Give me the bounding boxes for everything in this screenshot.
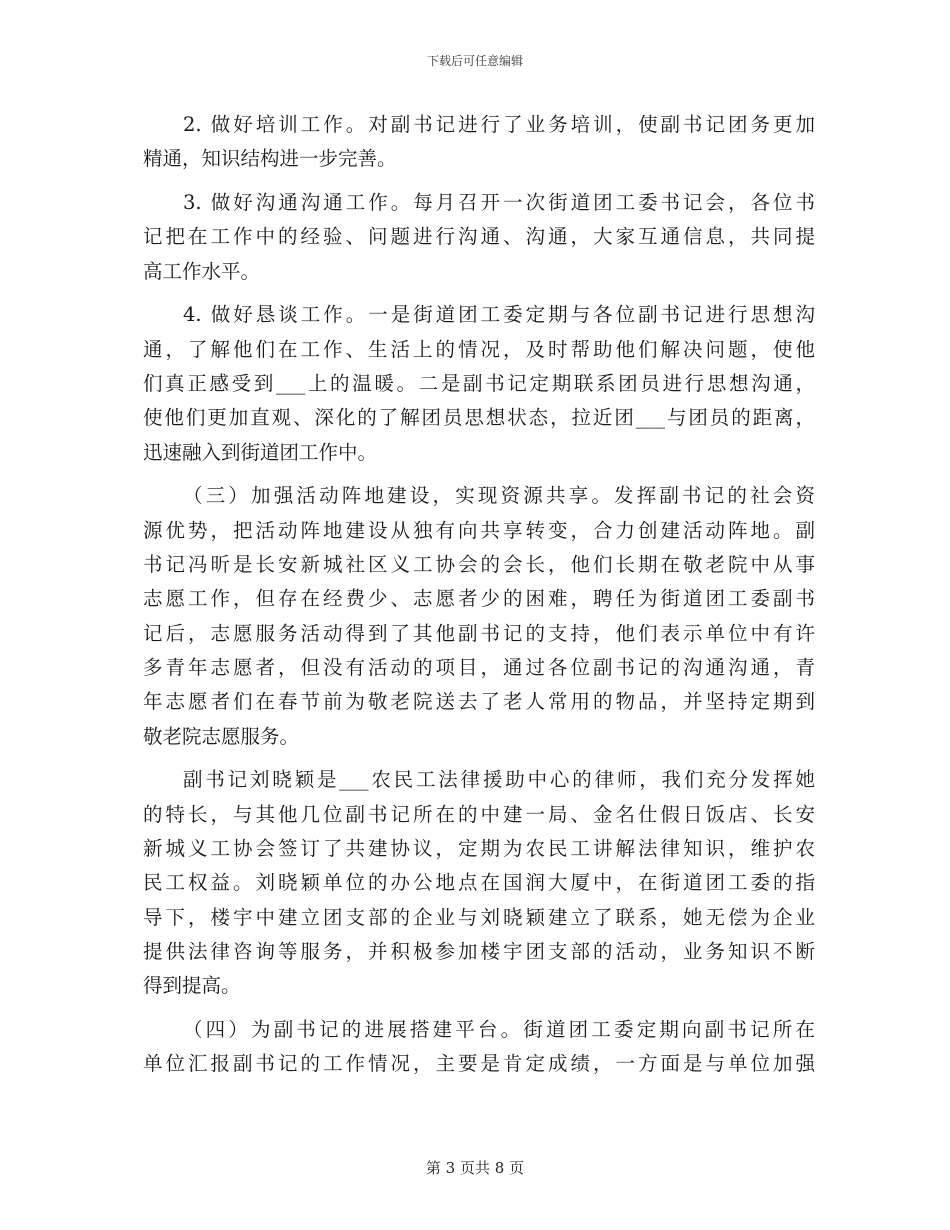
text-line: 志愿工作，但存在经费少、志愿者少的困难，聘任为街道团工委副书 [143, 587, 815, 611]
text-line: 单位汇报副书记的工作情况，主要是肯定成绩，一方面是与单位加强 [143, 1052, 815, 1076]
text-line: 3. 做好沟通沟通工作。每月召开一次街道团工委书记会，各位书 [183, 191, 815, 215]
text-line: 们真正感受到___上的温暖。二是副书记定期联系团员进行思想沟通， [143, 372, 815, 396]
text-line: （四）为副书记的进展搭建平台。街道团工委定期向副书记所在 [183, 1017, 815, 1041]
text-line: 记后，志愿服务活动得到了其他副书记的支持，他们表示单位中有许 [143, 621, 815, 645]
text-line: 迅速融入到街道团工作中。 [143, 440, 378, 464]
paragraph [143, 186, 815, 289]
text-line: 精通，知识结构进一步完善。 [143, 147, 397, 171]
text-line: （三）加强活动阵地建设，实现资源共享。发挥副书记的社会资 [183, 484, 815, 508]
text-line: 得到提高。 [143, 974, 241, 998]
text-line: 4. 做好恳谈工作。一是街道团工委定期与各位副书记进行思想沟 [183, 303, 815, 327]
text-line: 民工权益。刘晓颖单位的办公地点在国润大厦中，在街道团工委的指 [143, 871, 815, 895]
text-line: 敬老院志愿服务。 [143, 724, 300, 748]
text-line: 通，了解他们在工作、生活上的情况，及时帮助他们解决问题，使他 [143, 337, 815, 361]
text-line: 记把在工作中的经验、问题进行沟通、沟通，大家互通信息，共同提 [143, 225, 815, 249]
page-footer: 第 3 页共 8 页 [425, 1159, 525, 1177]
document-body [143, 108, 815, 1082]
text-line: 2. 做好培训工作。对副书记进行了业务培训，使副书记团务更加 [183, 113, 815, 136]
paragraph [143, 298, 815, 469]
text-line: 源优势，把活动阵地建设从独有向共享转变，合力创建活动阵地。副 [143, 518, 815, 542]
paragraph [143, 108, 815, 177]
text-line: 书记冯昕是长安新城社区义工协会的会长，他们长期在敬老院中从事 [143, 553, 815, 577]
text-line: 年志愿者们在春节前为敬老院送去了老人常用的物品，并坚持定期到 [143, 690, 815, 714]
text-line: 的特长，与其他几位副书记所在的中建一局、金名仕假日饭店、长安 [143, 802, 815, 826]
text-line: 多青年志愿者，但没有活动的项目，通过各位副书记的沟通沟通，青 [143, 655, 815, 679]
text-line: 新城义工协会签订了共建协议，定期为农民工讲解法律知识，维护农 [143, 836, 815, 860]
paragraph [143, 763, 815, 1003]
text-line: 导下，楼宇中建立团支部的企业与刘晓颖建立了联系，她无偿为企业 [143, 905, 815, 929]
page-header: 下载后可任意编辑 [426, 54, 523, 68]
paragraph [143, 1013, 815, 1082]
text-line: 提供法律咨询等服务，并积极参加楼宇团支部的活动，业务知识不断 [143, 939, 815, 963]
paragraph [143, 479, 815, 753]
text-line: 使他们更加直观、深化的了解团员思想状态，拉近团___与团员的距离， [143, 406, 815, 430]
text-line: 高工作水平。 [143, 259, 261, 283]
text-line: 副书记刘晓颖是___农民工法律援助中心的律师，我们充分发挥她 [183, 768, 815, 792]
